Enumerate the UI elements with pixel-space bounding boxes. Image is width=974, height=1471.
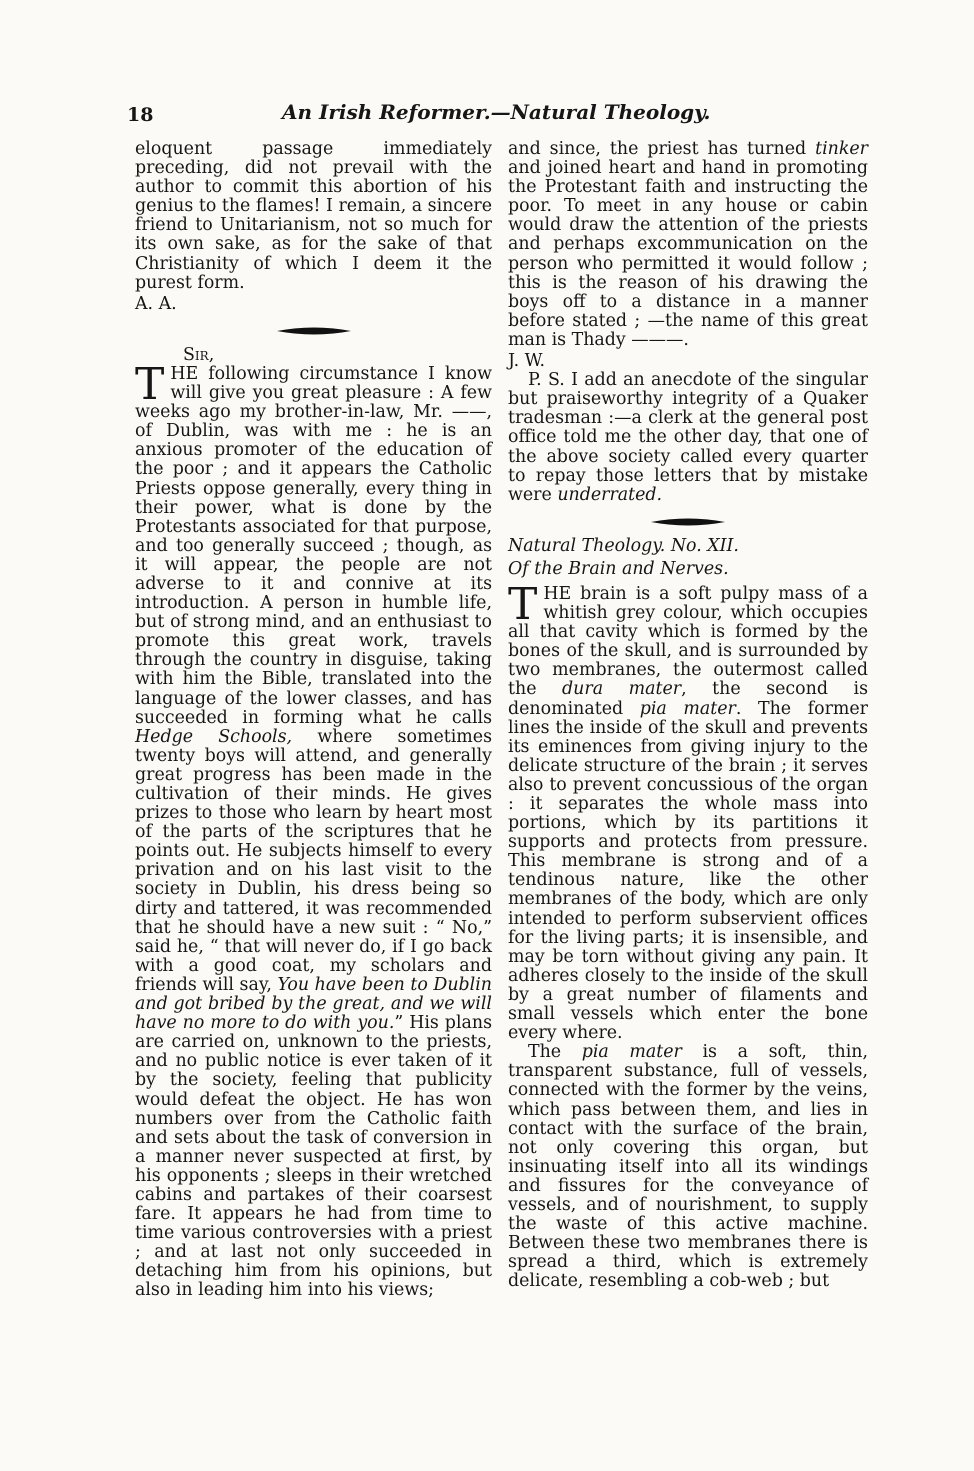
letter-text-b: where sometimes twenty boys will attend, and generally great progress has been made in the cultivation of their minds. He gives prizes to those who learn by heart most of the parts of the scriptures that he points out. He subjects himself to every privation and on his last visit to the society in Dublin, his dress being so dirty and tattered, it was recommended that he should have a new suit : “ No,” said he, “ that will never do, if I go back with a good coat, my scholars and friends will say, [135, 726, 492, 995]
postscript-text: P. S. I add an anecdote of the singular but praiseworthy integrity of a Quaker tradesman :—a clerk at the general post office told me the other day, that one of the above society called every quarter to repay those letters that by mistake were [508, 370, 868, 505]
divider-ornament [277, 326, 351, 336]
brain-paragraph [508, 578, 869, 1044]
hedge-schools-term: Hedge Schools, [135, 726, 293, 747]
drop-cap: T [508, 578, 538, 630]
letter-text-a: HE following circumstance I know will give you great pleasure : A few weeks ago my brother-in-law, Mr. ——, of Dublin, was with me : he is an anxious promoter of the education of the poor ; and it appears the Catholic Priests oppose generally, every thing in their power, what is done by the Protestants associated for that purpose, and too generally succeed ; though, as it will appear, the people are not adverse to it and connive at its introduction. A person in humble life, but of strong mind, and an enthusiast to promote this great work, travels through the country in disguise, taking with him the Bible, translated into the language of the lower classes, and has succeeded in forming what he calls [135, 363, 492, 728]
signature-aa: A. A. [135, 293, 177, 314]
left-column [135, 140, 492, 1301]
underrated-term: underrated. [557, 484, 663, 505]
section-title: Natural Theology. No. XII. [508, 535, 739, 556]
pia-lead: The [528, 1042, 582, 1063]
pia-mater-term: pia mater [639, 698, 736, 719]
continuation-text-b: and joined heart and hand in promoting the Protestant faith and instructing the poor. To meet in any house or cabin would draw the attention of the priests and perhaps excommunication on the person who permitted it would follow ; this is the reason of his drawing the boys off to a distance in a manner before stated ; —the name of this great man is Thady ———. [508, 158, 868, 350]
brain-text-a: HE brain is a soft pulpy mass of a whitish grey colour, which occupies all that cavity which is formed by the bones of the skull, and is surrounded by two membranes, the outermost called the [508, 583, 868, 700]
dura-mater-term: dura mater [562, 679, 682, 700]
closing-paragraph: eloquent passage immediately preceding, did not prevail with the author to commit this abortion of his genius to the flames! I remain, a sincere friend to Unitarianism, not so much for its own sake, as for the sake of that Christianity of which I deem it the purest form. [135, 139, 492, 293]
postscript [508, 371, 868, 505]
pia-mater-term: pia mater [581, 1042, 682, 1063]
letter-text-c: ” His plans are carried on, unknown to the priests, and no public notice is ever taken of it by the society, feeling that publicity would defeat the object. He has won numbers over from the Catholic faith and sets about the task of conversion in a manner never suspected at first, by his opponents ; sleeps in their wretched cabins and partakes of their coarsest fare. It appears he had from time to time various controversies with a priest ; and at last not only succeeded in detaching him from his opinions, but also in leading him into his views; [135, 1013, 492, 1301]
quoted-reply: You have been to Dublin and got bribed by the great, and we will have no more to do with you. [135, 974, 492, 1034]
right-column [508, 140, 868, 1291]
drop-cap: T [135, 358, 165, 410]
pia-text: is a soft, thin, transparent substance, full of vessels, connected with the former by the veins, which pass between them, and lies in contact with the surface of the brain, not only covering this organ, but insinuating itself into all its windings and fissures for the conveyance of vessels, and of nourishment, to supply the waste of this active machine. Between these two membranes there is spread a third, which is extremely delicate, resembling a cob-web ; but [508, 1042, 869, 1292]
brain-text-b: , the second is denominated [508, 679, 869, 719]
divider-ornament [651, 517, 725, 527]
section-subtitle: Of the Brain and Nerves. [508, 558, 729, 579]
running-title: An Irish Reformer.—Natural Theology. [282, 100, 711, 124]
salutation: Sir, [183, 344, 215, 365]
letter-body [135, 358, 492, 1301]
page-number: 18 [127, 104, 154, 126]
letter-continuation [508, 140, 868, 350]
continuation-text-a: and since, the priest has turned [508, 139, 816, 159]
pia-mater-paragraph [508, 1043, 868, 1291]
tinker-term: tinker [815, 139, 868, 159]
brain-text-c: . The former lines the inside of the skull and prevents its eminences from giving injury to the delicate structure of the brain ; it serves also to prevent concussious of the organ : it separates the whole mass into portions, which by its partitions it supports and protects from pressure. This membrane is strong and of a tendinous nature, like the other membranes of the body, which are only intended to perform subservient offices for the living parts; it is insensible, and may be torn without giving any pain. It adheres closely to the inside of the skull by a great number of filaments and small vessels which enter the bone every where. [508, 698, 868, 1044]
page-header [127, 96, 887, 126]
signature-jw: J. W. [508, 351, 546, 372]
